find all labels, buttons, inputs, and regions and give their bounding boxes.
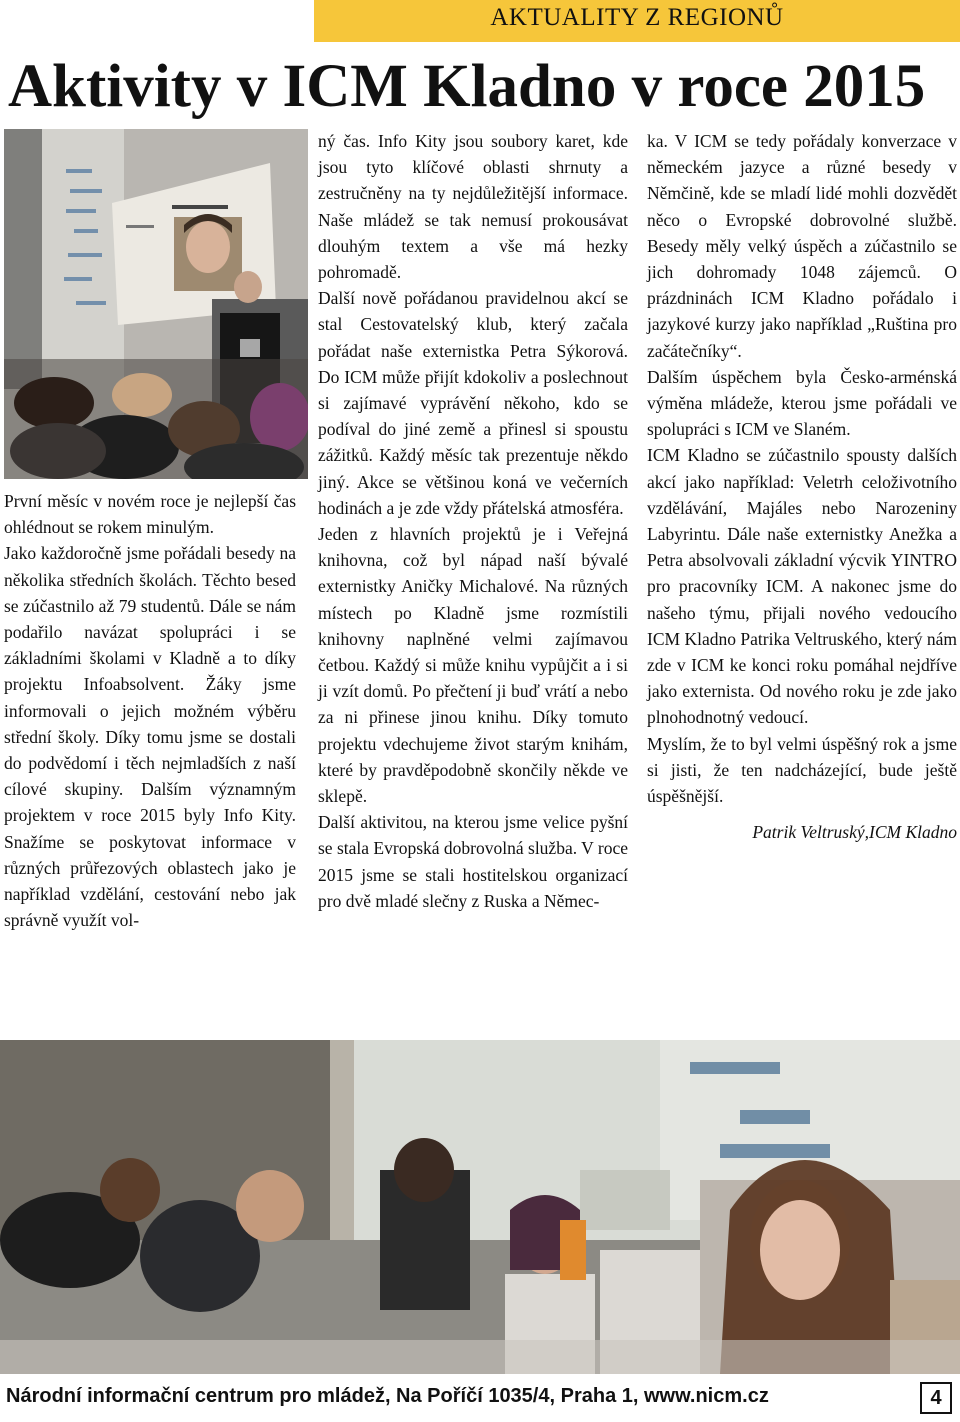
section-header-bar xyxy=(314,0,960,42)
paragraph: První měsíc v novém roce je nejlepší čas ohlédnout se rokem minulým. xyxy=(4,491,296,538)
article-title: Aktivity v ICM Kladno v roce 2015 xyxy=(8,53,926,120)
paragraph: Další nově pořádanou pravidelnou akcí se stal Cestovatelský klub, který začala pořádat naše externistka Petra Sýkorová. Do ICM může přijít kdokoliv a poslechnout si zajímavé vyprávění někoho, kdo se podíval do jiné země a přinesl si spoustu zážitků. Každý měsíc tak prezentuje někdo jiný. Akce se většinou koná ve večerních hodinách a je zde vždy přátelská atmosféra. xyxy=(318,288,628,518)
section-title: AKTUALITY Z REGIONŮ xyxy=(490,4,784,31)
article-column-1 xyxy=(4,488,296,933)
paragraph: ka. V ICM se tedy pořádaly konverzace v německém jazyce a různé besedy v Němčině, kde se mladí lidé mohli dozvědět něco o Evropské dobrovolné službě. Besedy měly velký úspěch a zúčastnilo se jich dohromady 1048 zájemců. O prázdninách ICM Kladno pořádalo i jazykové kurzy jako například „Ruština pro začátečníky“. xyxy=(647,131,957,361)
article-column-3 xyxy=(647,128,957,845)
footer-organization: Národní informační centrum pro mládež, Na Poříčí 1035/4, Praha 1, www.nicm.cz xyxy=(6,1385,769,1407)
article-column-2 xyxy=(318,128,628,914)
page-number: 4 xyxy=(920,1382,952,1414)
paragraph: Dalším úspěchem byla Česko-arménská výměna mládeže, kterou jsme pořádali ve spolupráci s ICM ve Slaném. xyxy=(647,366,957,440)
paragraph: Další aktivitou, na kterou jsme velice pyšní se stala Evropská dobrovolná služba. V roce 2015 jsme se stali hostitelskou organizací pro dvě mladé slečny z Ruska a Němec- xyxy=(318,812,628,911)
paragraph: ICM Kladno se zúčastnilo spousty dalších akcí jako například: Veletrh celoživotního vzdělávání, Majáles nebo Narozeniny Labyrintu. Dále naše externistky Anežka a Petra absolvovali základní výcvik YINTRO pro pracovníky ICM. A nakonec jsme do našeho týmu, přijali nového vedoucího ICM Kladno Patrika Veltruského, který nám zde v ICM ke konci roku pomáhal nejdříve jako externista. Od nového roku je zde jako plnohodnotný vedoucí. xyxy=(647,445,957,728)
photo-presentation xyxy=(4,129,308,479)
author-signature: Patrik Veltruský,ICM Kladno xyxy=(752,822,957,843)
paragraph: ný čas. Info Kity jsou soubory karet, kde jsou tyto klíčové oblasti shrnuty a zestručněny na ty nejdůležitější informace. Naše mládež se tak nemusí prokousávat dlouhým textem a vše má hezky pohromadě. xyxy=(318,131,628,283)
paragraph: Jeden z hlavních projektů je i Veřejná knihovna, což byl nápad naší bývalé externistky Aničky Michalové. Na různých místech po Kladně jsme rozmístili knihovny naplněné velmi zajímavou četbou. Každý si může knihu vypůjčit a i si ji vzít domů. Po přečtení ji buď vrátí a nebo za ni přinese jinou knihu. Díky tomuto projektu vdechujeme život starým knihám, které by pravděpodobně skončily někde ve sklepě. xyxy=(318,524,628,807)
paragraph: Jako každoročně jsme pořádali besedy na několika středních školách. Těchto besed se zúčastnilo až 79 studentů. Dále se nám podařilo navázat spolupráci i se základními školami v Kladně a to díky projektu Infoabsolvent. Žáky jsme informovali o jejich možném výběru střední školy. Díky tomu jsme se dostali do podvědomí i těch nejmladších z naší cílové skupiny. Dalším významným projektem v roce 2015 byly Info Kity. Snažíme se poskytovat informace v různých průřezových oblastech jako je například vzdělání, cestování nebo jak správně využít vol- xyxy=(4,543,296,931)
paragraph: Myslím, že to byl velmi úspěšný rok a jsme si jisti, že ten nadcházející, bude ještě úspěšnější. xyxy=(647,733,957,807)
photo-students-workshop xyxy=(0,1040,960,1374)
